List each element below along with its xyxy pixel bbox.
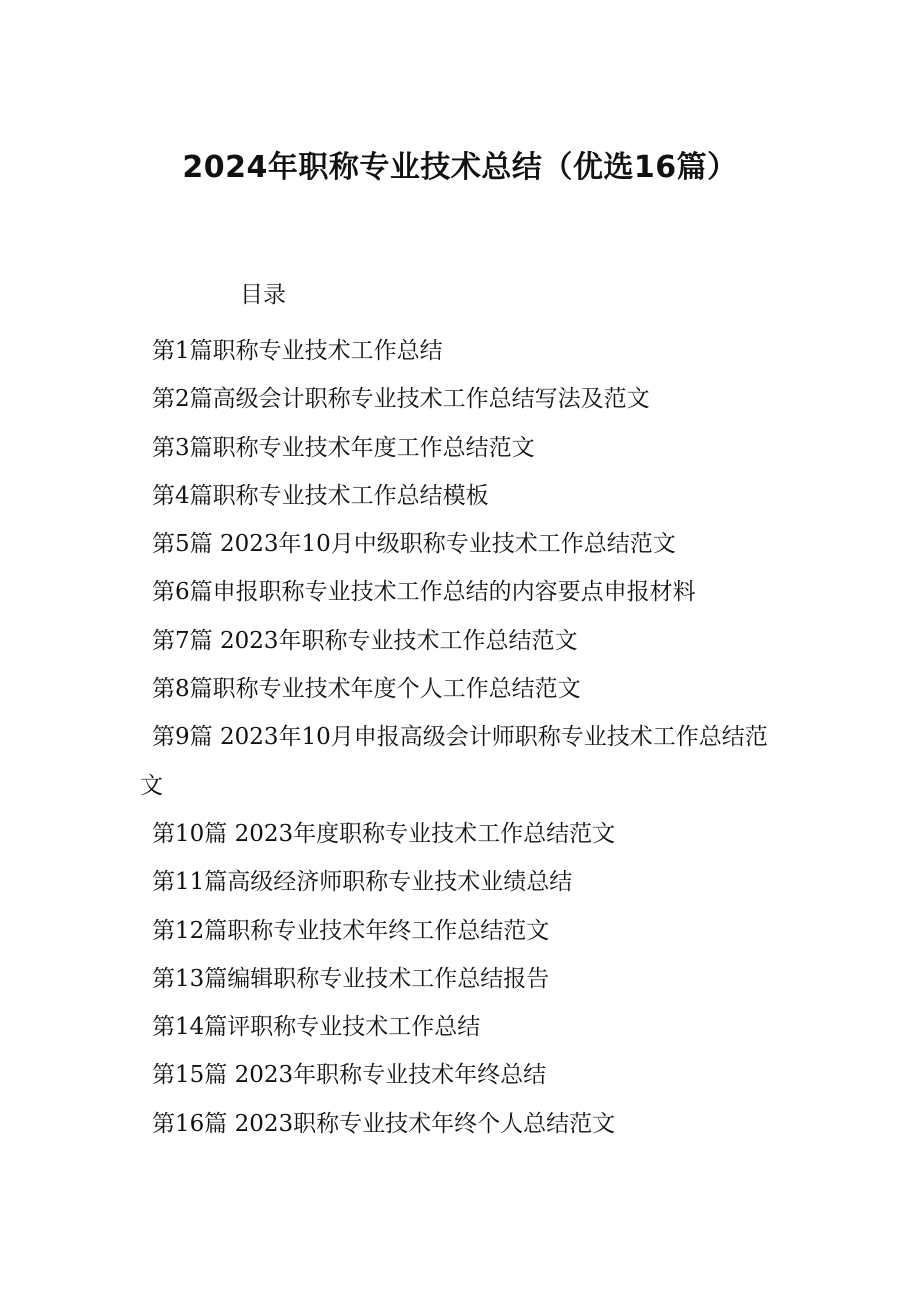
toc-item-11: 第11篇高级经济师职称专业技术业绩总结: [152, 869, 573, 896]
toc-item-3: 第3篇职称专业技术年度工作总结范文: [152, 434, 535, 461]
toc-item-6: 第6篇申报职称专业技术工作总结的内容要点申报材料: [152, 579, 696, 606]
toc-item-2: 第2篇高级会计职称专业技术工作总结写法及范文: [152, 386, 650, 413]
toc-item-15: 第15篇 2023年职称专业技术年终总结: [152, 1062, 547, 1089]
toc-item-10: 第10篇 2023年度职称专业技术工作总结范文: [152, 820, 616, 847]
toc-item-16: 第16篇 2023职称专业技术年终个人总结范文: [152, 1110, 616, 1137]
toc-heading: 目录: [240, 282, 286, 308]
document-title: 2024年职称专业技术总结（优选16篇）: [182, 150, 738, 185]
toc-item-4: 第4篇职称专业技术工作总结模板: [152, 482, 489, 509]
toc-item-12: 第12篇职称专业技术年终工作总结范文: [152, 917, 550, 944]
toc-item-9: 第9篇 2023年10月申报高级会计师职称专业技术工作总结范文: [140, 724, 768, 799]
toc-item-1: 第1篇职称专业技术工作总结: [152, 338, 443, 364]
toc-item-14: 第14篇评职称专业技术工作总结: [152, 1014, 481, 1041]
table-of-contents: [140, 327, 790, 1148]
toc-item-7: 第7篇 2023年职称专业技术工作总结范文: [152, 627, 578, 654]
toc-item-13: 第13篇编辑职称专业技术工作总结报告: [152, 965, 550, 992]
toc-item-8: 第8篇职称专业技术年度个人工作总结范文: [152, 676, 581, 703]
toc-item-5: 第5篇 2023年10月中级职称专业技术工作总结范文: [152, 531, 676, 558]
